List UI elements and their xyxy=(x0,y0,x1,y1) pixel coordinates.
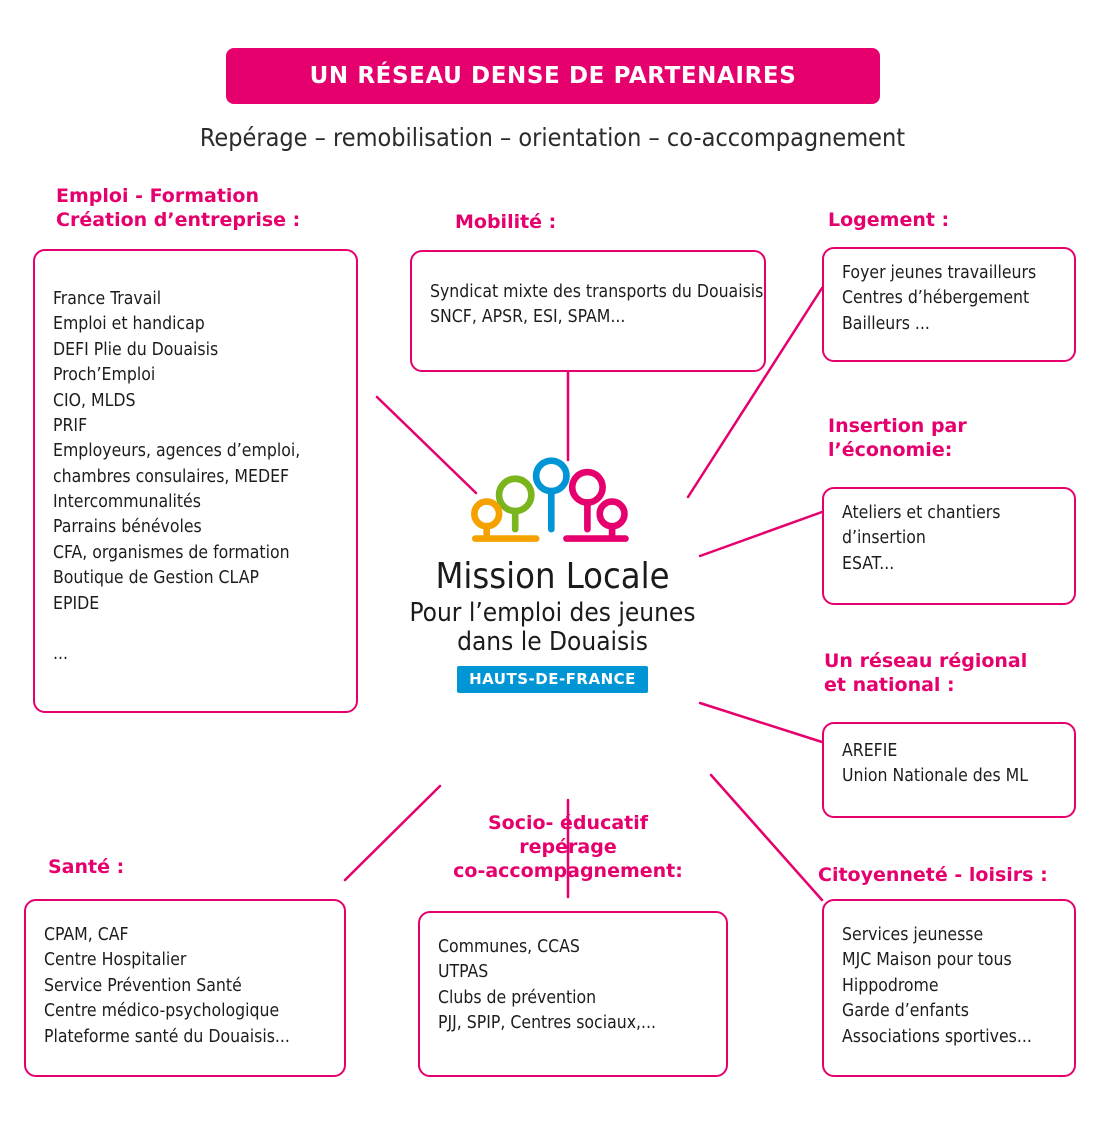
mission-locale-tagline: Pour l’emploi des jeunes dans le Douaisis xyxy=(409,598,696,658)
box-insertion[interactable]: Ateliers et chantiers d’insertion ESAT... xyxy=(822,487,1076,605)
region-badge: HAUTS-DE-FRANCE xyxy=(457,666,648,693)
heading-insertion: Insertion par l’économie: xyxy=(828,415,967,461)
heading-sante: Santé : xyxy=(48,856,125,878)
subtitle: Repérage – remobilisation – orientation – co-accompagnement xyxy=(199,123,906,152)
heading-logement: Logement : xyxy=(828,209,950,231)
connector-reseau xyxy=(700,703,822,742)
mission-locale-name: Mission Locale xyxy=(435,556,670,597)
box-mobilite[interactable]: Syndicat mixte des transports du Douaisis SNCF, APSR, ESI, SPAM... xyxy=(410,250,766,372)
box-citoyennete[interactable]: Services jeunesse MJC Maison pour tous Hippodrome Garde d’enfants Associations sportives... xyxy=(822,899,1076,1077)
heading-socio: Socio- éducatif repérage co-accompagnement: xyxy=(453,812,683,882)
mission-locale-logo-icon xyxy=(443,455,662,550)
connector-citoyennete xyxy=(711,775,822,900)
box-reseau[interactable]: AREFIE Union Nationale des ML xyxy=(822,722,1076,818)
box-logement[interactable]: Foyer jeunes travailleurs Centres d’hébergement Bailleurs ... xyxy=(822,247,1076,362)
heading-citoyennete: Citoyenneté - loisirs : xyxy=(818,864,1048,886)
box-emploi[interactable]: France Travail Emploi et handicap DEFI Plie du Douaisis Proch’Emploi CIO, MLDS PRIF Employeurs, agences d’emploi, chambres consulaires, MEDEF Intercommunalités Parrains bénévoles CFA, organismes de formation Boutique de Gestion CLAP EPIDE ... xyxy=(33,249,358,713)
box-sante[interactable]: CPAM, CAF Centre Hospitalier Service Prévention Santé Centre médico-psychologique Plateforme santé du Douaisis... xyxy=(24,899,346,1077)
heading-emploi: Emploi - Formation Création d’entreprise : xyxy=(56,185,301,231)
mission-locale-logo-block xyxy=(380,455,725,693)
heading-reseau: Un réseau régional et national : xyxy=(824,650,1028,696)
box-socio[interactable]: Communes, CCAS UTPAS Clubs de prévention PJJ, SPIP, Centres sociaux,... xyxy=(418,911,728,1077)
heading-mobilite: Mobilité : xyxy=(455,211,557,233)
page-title: UN RÉSEAU DENSE DE PARTENAIRES xyxy=(309,63,797,89)
